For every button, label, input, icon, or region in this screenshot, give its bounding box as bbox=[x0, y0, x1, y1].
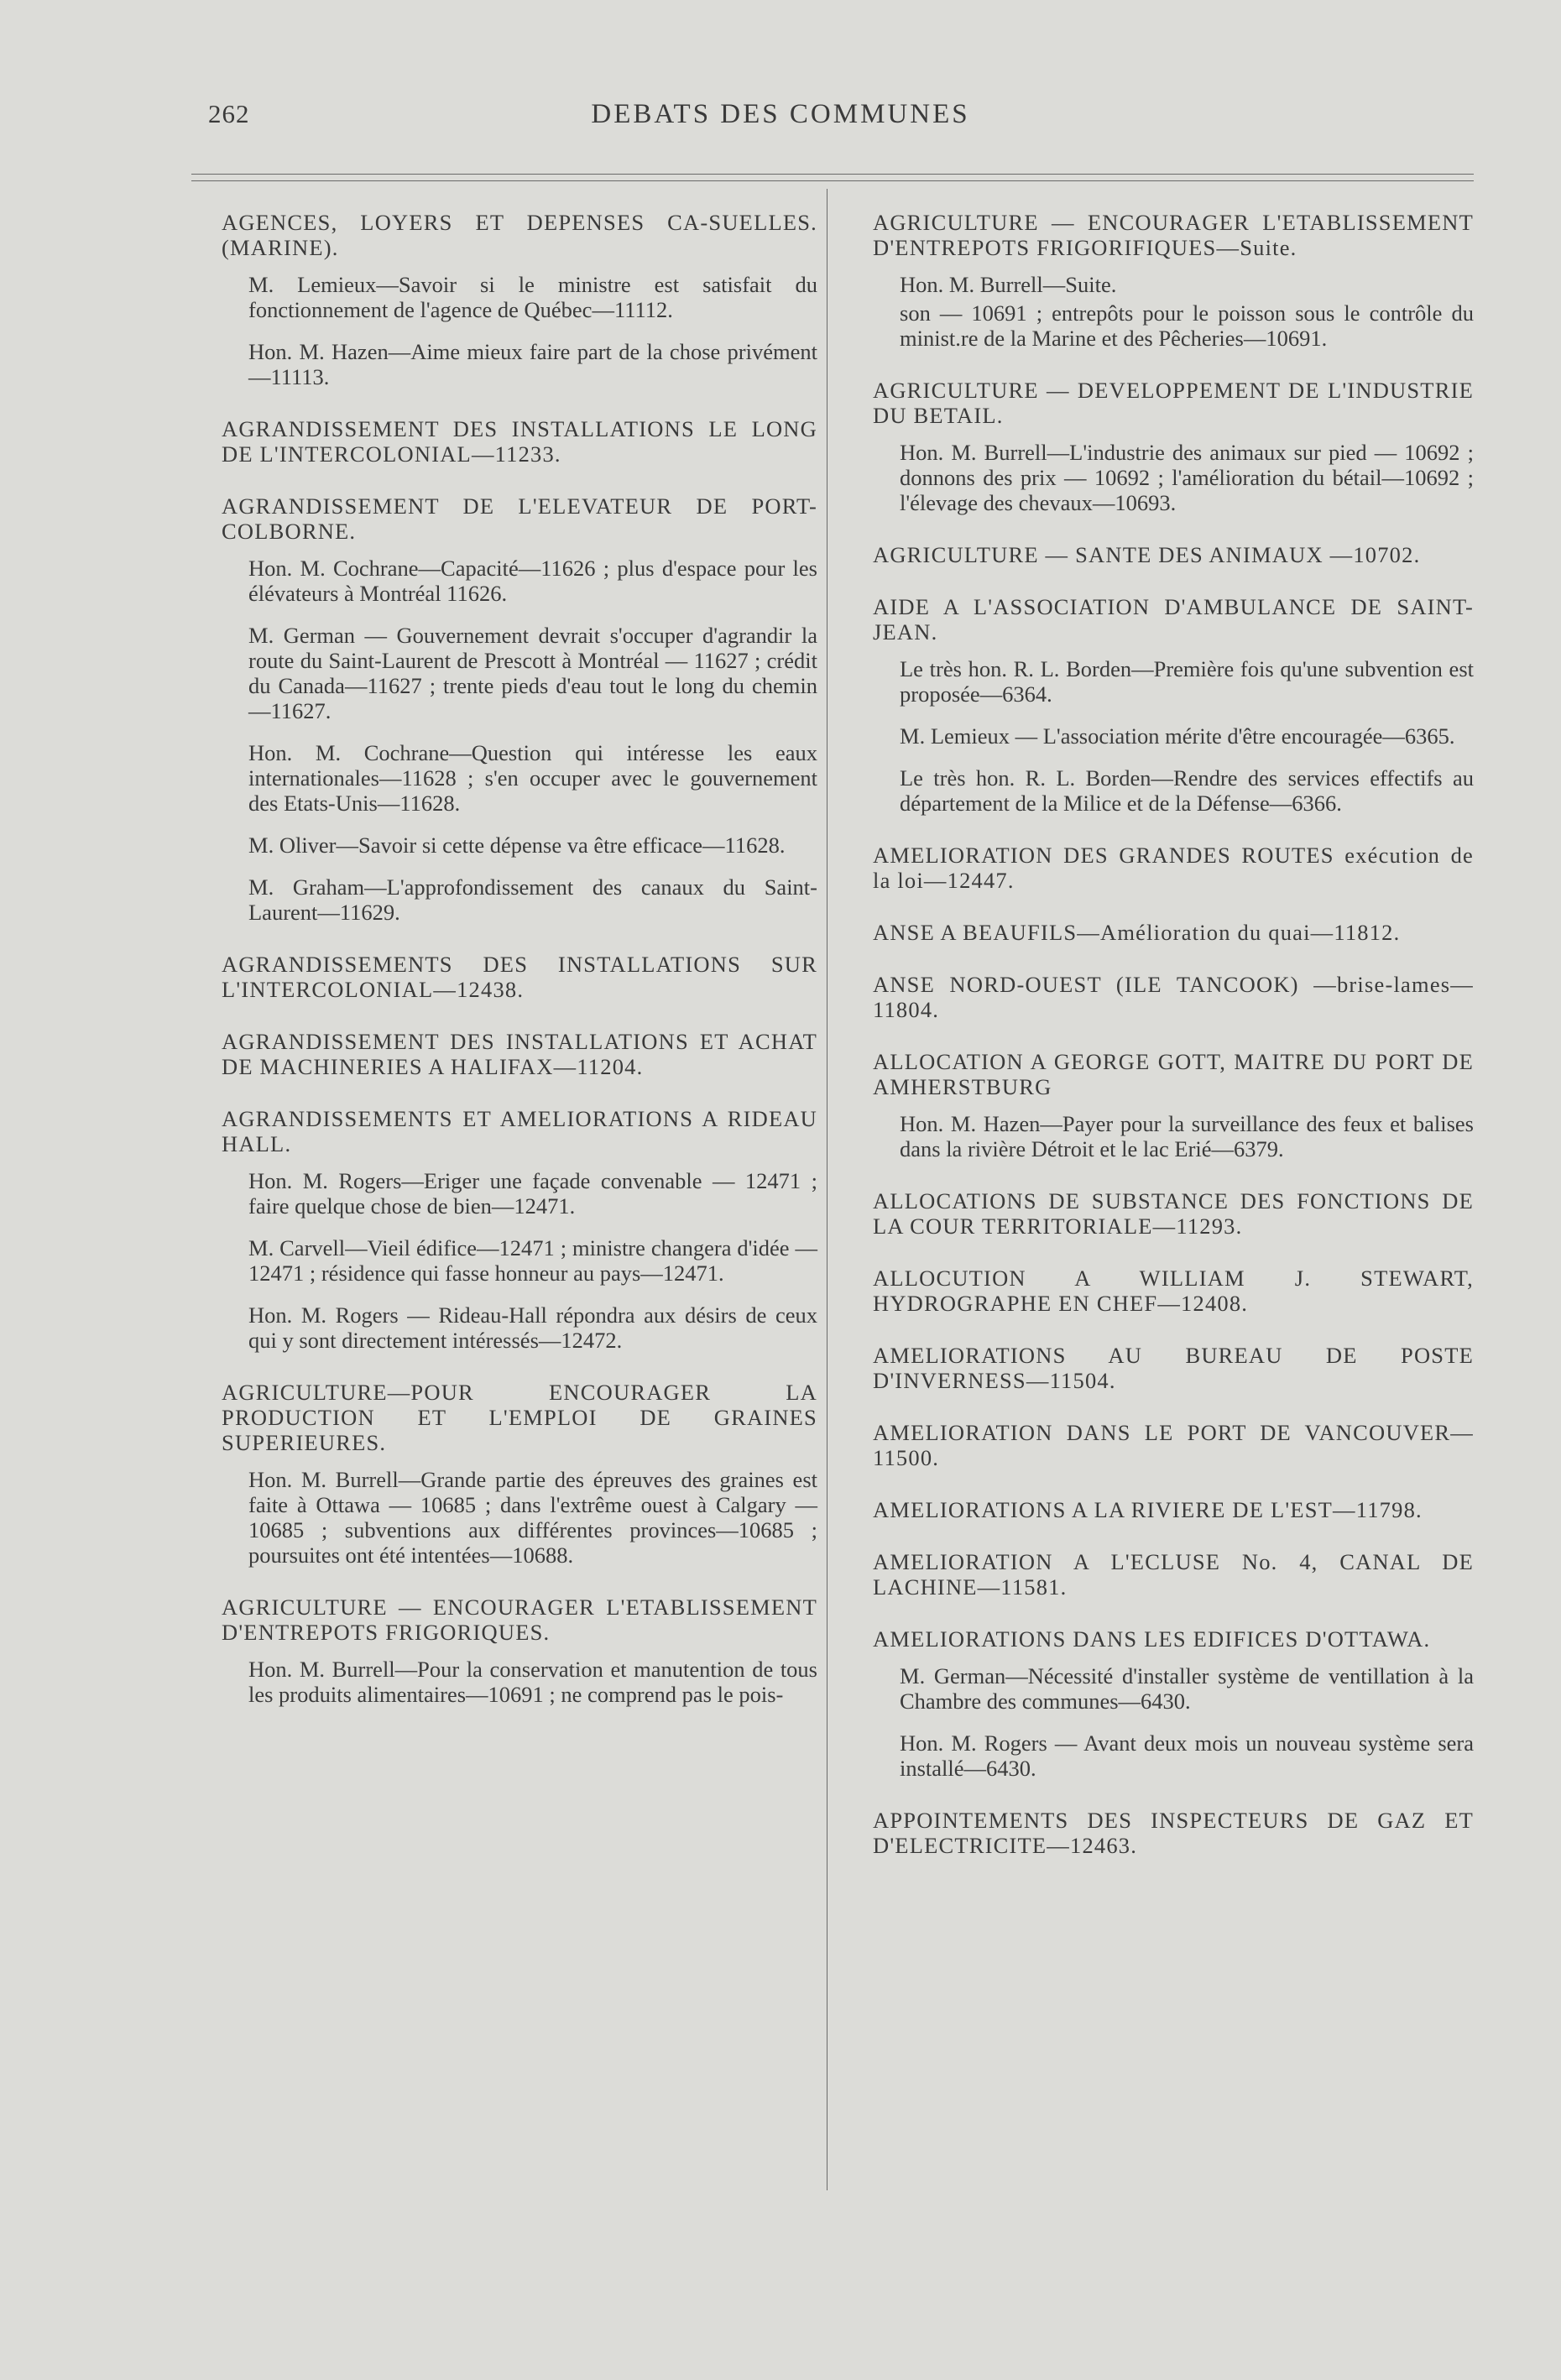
page-number: 262 bbox=[208, 99, 250, 128]
index-entry bbox=[873, 594, 1474, 816]
index-entry bbox=[873, 1549, 1474, 1600]
page-header: DEBATS DES COMMUNES bbox=[591, 99, 970, 129]
index-entry bbox=[873, 378, 1474, 515]
index-entry bbox=[873, 1049, 1474, 1161]
entry-subentry: M. Lemieux—Savoir si le ministre est satisfait du fonctionnement de l'agence de Québec—11112. bbox=[248, 272, 817, 322]
entry-subentry: Hon. M. Burrell—L'industrie des animaux sur pied — 10692 ; donnons des prix — 10692 ; l'amélioration du bétail—10692 ; l'élevage des chevaux—10693. bbox=[900, 440, 1474, 515]
entry-heading: AGRICULTURE — DEVELOPPEMENT DE L'INDUSTRIE DU BETAIL. bbox=[873, 378, 1474, 428]
index-entry bbox=[873, 210, 1474, 351]
index-entry bbox=[873, 1343, 1474, 1393]
entry-heading: ANSE NORD-OUEST (ILE TANCOOK) —brise-lames—11804. bbox=[873, 972, 1474, 1022]
index-entry bbox=[222, 1029, 817, 1079]
entry-subentry: Le très hon. R. L. Borden—Première fois qu'une subvention est proposée—6364. bbox=[900, 656, 1474, 707]
entry-heading: ALLOCUTION A WILLIAM J. STEWART, HYDROGRAPHE EN CHEF—12408. bbox=[873, 1266, 1474, 1316]
index-entry bbox=[222, 493, 817, 925]
entry-subentry: Le très hon. R. L. Borden—Rendre des services effectifs au département de la Milice et de la Défense—6366. bbox=[900, 765, 1474, 816]
entry-subentry: Hon. M. Rogers — Avant deux mois un nouveau système sera installé—6430. bbox=[900, 1730, 1474, 1781]
entry-subentry: Hon. M. Burrell—Pour la conservation et manutention de tous les produits alimentaires—10691 ; ne comprend pas le pois- bbox=[248, 1657, 817, 1707]
index-entry bbox=[873, 1808, 1474, 1858]
entry-heading: AMELIORATIONS A LA RIVIERE DE L'EST—11798. bbox=[873, 1497, 1423, 1522]
entry-subentry: Hon. M. Cochrane—Capacité—11626 ; plus d'espace pour les élévateurs à Montréal 11626. bbox=[248, 556, 817, 606]
entry-heading: AGRICULTURE—POUR ENCOURAGER LA PRODUCTION ET L'EMPLOI DE GRAINES SUPERIEURES. bbox=[222, 1380, 817, 1455]
entry-heading: AIDE A L'ASSOCIATION D'AMBULANCE DE SAINT-JEAN. bbox=[873, 594, 1474, 645]
index-entry bbox=[222, 952, 817, 1002]
entry-heading: AGRICULTURE — SANTE DES ANIMAUX —10702. bbox=[873, 542, 1421, 567]
index-entry bbox=[873, 1626, 1474, 1781]
entry-heading: AGRANDISSEMENTS ET AMELIORATIONS A RIDEAU HALL. bbox=[222, 1106, 817, 1156]
entry-heading: AMELIORATION DES GRANDES ROUTES exécution de la loi—12447. bbox=[873, 843, 1474, 893]
header-rule bbox=[191, 180, 1474, 181]
entry-heading: AGRANDISSEMENT DES INSTALLATIONS ET ACHAT DE MACHINERIES A HALIFAX—11204. bbox=[222, 1029, 817, 1079]
entry-heading: AMELIORATIONS AU BUREAU DE POSTE D'INVERNESS—11504. bbox=[873, 1343, 1474, 1393]
index-entry bbox=[873, 1266, 1474, 1316]
right-column bbox=[873, 210, 1474, 1885]
index-entry bbox=[222, 210, 817, 389]
entry-heading: AGRICULTURE — ENCOURAGER L'ETABLISSEMENT D'ENTREPOTS FRIGORIQUES. bbox=[222, 1594, 817, 1645]
entry-subentry: son — 10691 ; entrepôts pour le poisson sous le contrôle du minist.re de la Marine et des Pêcheries—10691. bbox=[900, 300, 1474, 351]
entry-heading: ALLOCATIONS DE SUBSTANCE DES FONCTIONS DE LA COUR TERRITORIALE—11293. bbox=[873, 1188, 1474, 1239]
index-entry bbox=[873, 843, 1474, 893]
index-entry bbox=[222, 1594, 817, 1707]
entry-heading: APPOINTEMENTS DES INSPECTEURS DE GAZ ET D'ELECTRICITE—12463. bbox=[873, 1808, 1474, 1858]
index-entry bbox=[873, 972, 1474, 1022]
entry-subentry: Hon. M. Hazen—Aime mieux faire part de la chose privément—11113. bbox=[248, 339, 817, 389]
index-entry bbox=[222, 1380, 817, 1568]
index-entry bbox=[222, 416, 817, 467]
entry-heading: AGRANDISSEMENT DE L'ELEVATEUR DE PORT- COLBORNE. bbox=[222, 493, 817, 544]
left-column bbox=[222, 210, 817, 1734]
header-rule bbox=[191, 174, 1474, 175]
entry-subentry: M. German—Nécessité d'installer système de ventillation à la Chambre des communes—6430. bbox=[900, 1663, 1474, 1714]
entry-heading: ALLOCATION A GEORGE GOTT, MAITRE DU PORT DE AMHERSTBURG bbox=[873, 1049, 1474, 1099]
entry-heading: AMELIORATION DANS LE PORT DE VANCOUVER—11500. bbox=[873, 1420, 1474, 1470]
index-entry bbox=[873, 1188, 1474, 1239]
entry-subentry: Hon. M. Burrell—Grande partie des épreuves des graines est faite à Ottawa — 10685 ; dans l'extrême ouest à Calgary —10685 ; subventions aux différentes provinces—10685 ; poursuites ont été intentées—10688. bbox=[248, 1467, 817, 1568]
entry-subentry: Hon. M. Burrell—Suite. bbox=[900, 272, 1117, 297]
entry-heading: AMELIORATIONS DANS LES EDIFICES D'OTTAWA. bbox=[873, 1626, 1431, 1652]
entry-subentry: M. Oliver—Savoir si cette dépense va être efficace—11628. bbox=[248, 832, 786, 858]
entry-subentry: M. Carvell—Vieil édifice—12471 ; ministre changera d'idée — 12471 ; résidence qui fasse honneur au pays—12471. bbox=[248, 1235, 817, 1286]
entry-heading: AGRANDISSEMENTS DES INSTALLATIONS SUR L'INTERCOLONIAL—12438. bbox=[222, 952, 817, 1002]
entry-subentry: Hon. M. Rogers—Eriger une façade convenable — 12471 ; faire quelque chose de bien—12471. bbox=[248, 1168, 817, 1219]
entry-heading: AMELIORATION A L'ECLUSE No. 4, CANAL DE LACHINE—11581. bbox=[873, 1549, 1474, 1600]
index-entry bbox=[873, 1420, 1474, 1470]
index-entry bbox=[873, 1497, 1474, 1522]
entry-subentry: Hon. M. Cochrane—Question qui intéresse les eaux internationales—11628 ; s'en occuper avec le gouvernement des Etats-Unis—11628. bbox=[248, 740, 817, 816]
entry-subentry: M. German — Gouvernement devrait s'occuper d'agrandir la route du Saint-Laurent de Prescott à Montréal — 11627 ; crédit du Canada—11627 ; trente pieds d'eau tout le long du chemin—11627. bbox=[248, 623, 817, 723]
entry-subentry: M. Lemieux — L'association mérite d'être encouragée—6365. bbox=[900, 723, 1455, 749]
entry-subentry: M. Graham—L'approfondissement des canaux du Saint-Laurent—11629. bbox=[248, 874, 817, 925]
entry-heading: AGRANDISSEMENT DES INSTALLATIONS LE LONG DE L'INTERCOLONIAL—11233. bbox=[222, 416, 817, 467]
entry-heading: AGENCES, LOYERS ET DEPENSES CA-SUELLES. (MARINE). bbox=[222, 210, 817, 260]
index-entry bbox=[222, 1106, 817, 1353]
entry-heading: ANSE A BEAUFILS—Amélioration du quai—11812. bbox=[873, 920, 1401, 945]
entry-subentry: Hon. M. Rogers — Rideau-Hall répondra aux désirs de ceux qui y sont directement intéressés—12472. bbox=[248, 1302, 817, 1353]
entry-heading: AGRICULTURE — ENCOURAGER L'ETABLISSEMENT D'ENTREPOTS FRIGORIFIQUES—Suite. bbox=[873, 210, 1474, 260]
entry-subentry: Hon. M. Hazen—Payer pour la surveillance des feux et balises dans la rivière Détroit et le lac Erié—6379. bbox=[900, 1111, 1474, 1161]
index-entry bbox=[873, 542, 1474, 567]
index-entry bbox=[873, 920, 1474, 945]
